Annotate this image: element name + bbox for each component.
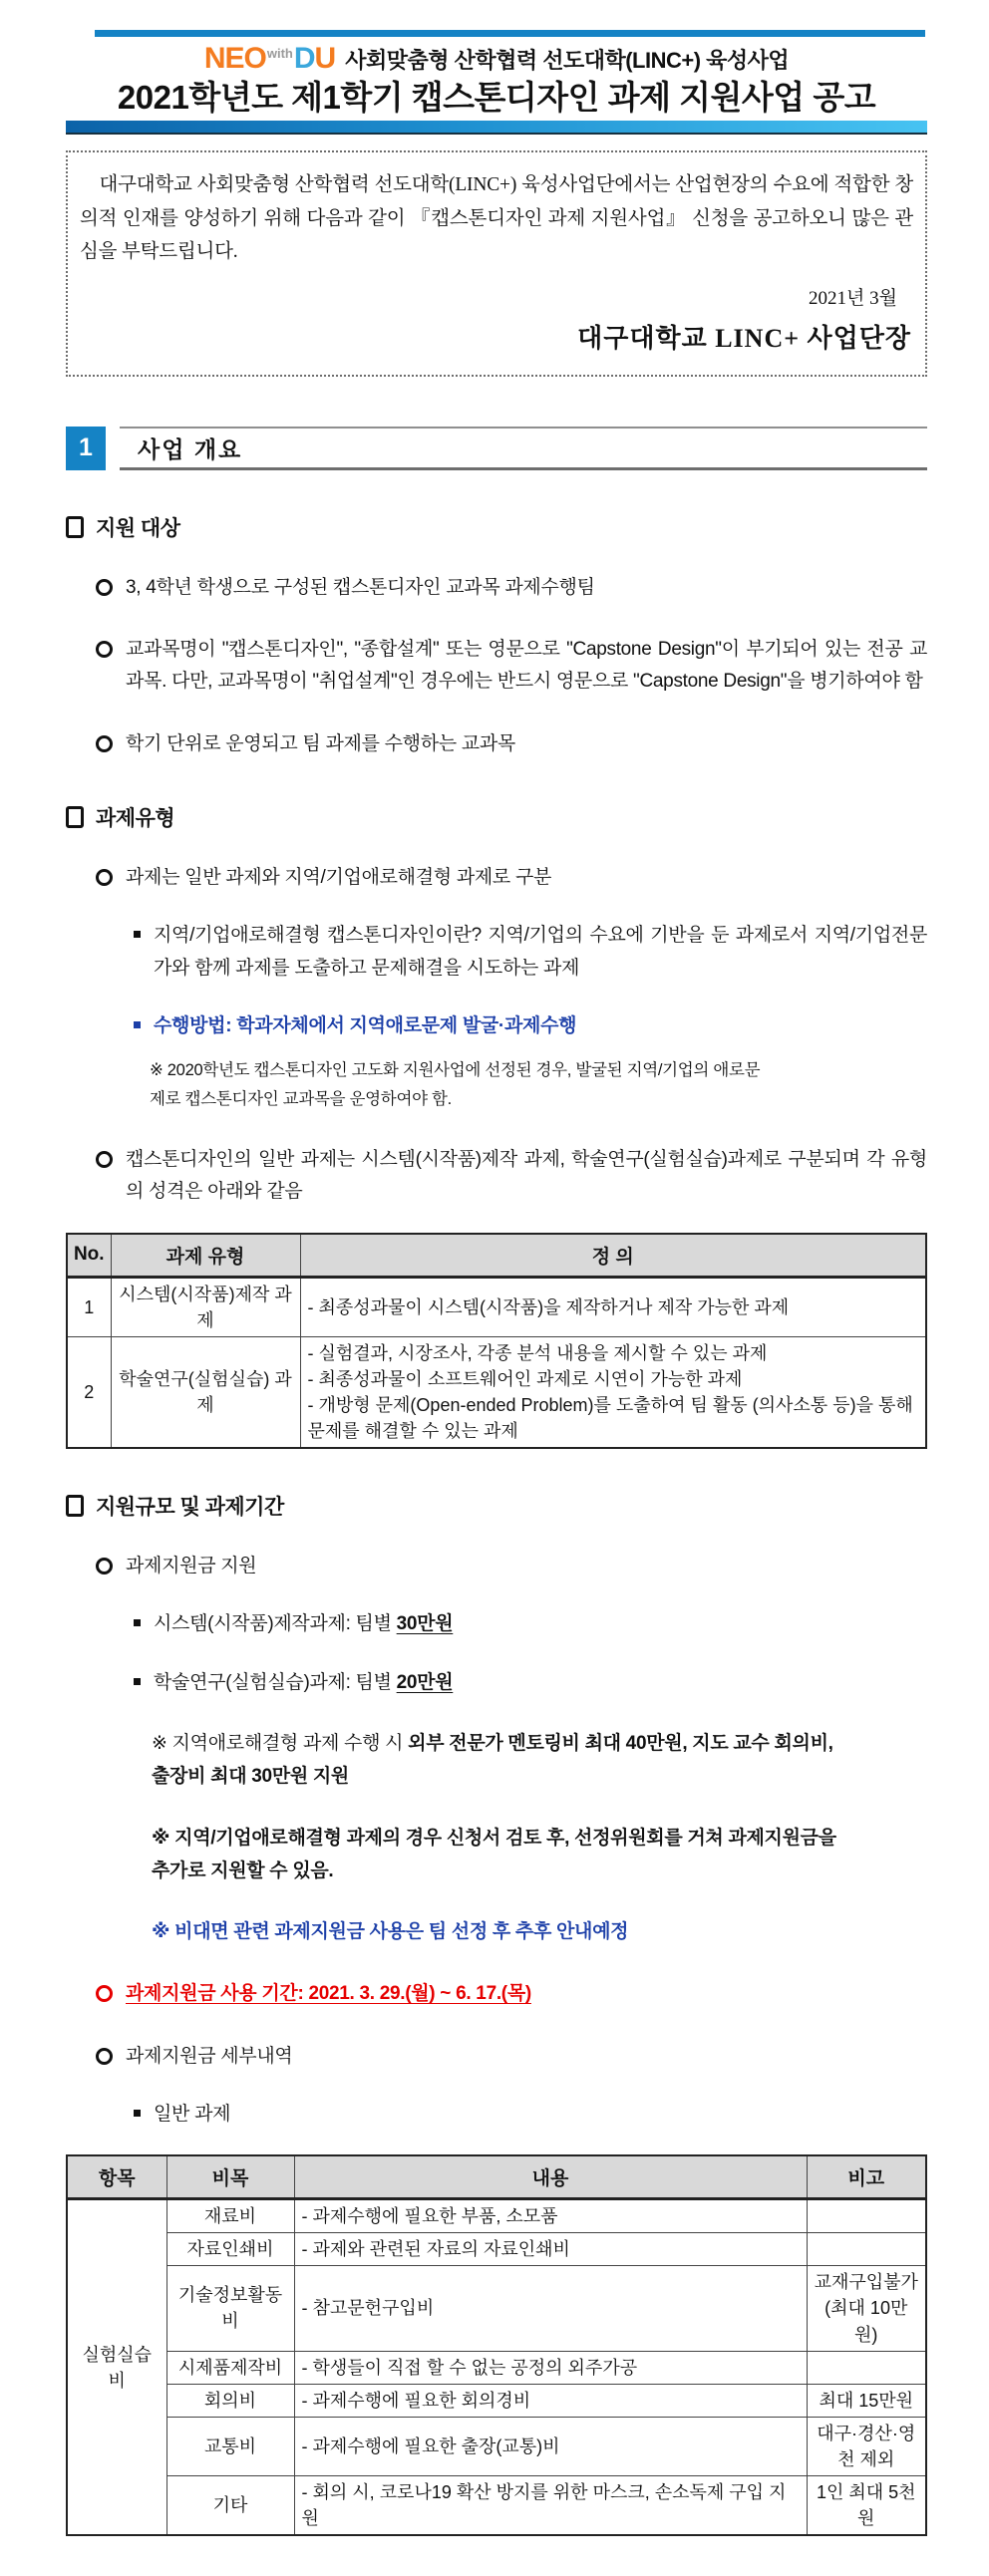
cell-name: 재료비 xyxy=(166,2199,294,2233)
cell-note: 1인 최대 5천원 xyxy=(807,2476,926,2536)
section-title: 사업 개요 xyxy=(138,435,243,462)
list-item-text: 과제는 일반 과제와 지역/기업애로해결형 과제로 구분 xyxy=(126,867,552,889)
budget-table-row xyxy=(67,2199,926,2233)
cell-type: 시스템(시작품)제작 과제 xyxy=(111,1277,300,1336)
definition-line: - 최종성과물이 시스템(시작품)을 제작하거나 제작 가능한 과제 xyxy=(307,1296,790,1317)
section-header xyxy=(66,427,927,470)
program-label: 사회맞춤형 산학협력 선도대학(LINC+) 육성사업 xyxy=(345,47,790,73)
cell-desc: - 과제와 관련된 자료의 자료인쇄비 xyxy=(294,2233,807,2266)
fund-item-amount: 30만원 xyxy=(396,1613,454,1635)
small-square-bullet-icon xyxy=(134,1619,141,1626)
type-table-header-no: No. xyxy=(67,1234,111,1278)
sub-list-item-text: 지역/기업애로해결형 캡스톤디자인이란? 지역/기업의 수요에 기반을 둔 과제로서 지역/기업전문가와 함께 과제를 도출하고 문제해결을 시도하는 과제 xyxy=(154,925,927,979)
definition-line: - 개방형 문제(Open-ended Problem)를 도출하여 팀 활동 (의사소통 등)을 통해 문제를 해결할 수 있는 과제 xyxy=(307,1394,913,1442)
circle-bullet-icon xyxy=(96,869,113,886)
page-title: 2021학년도 제1학기 캡스톤디자인 과제 지원사업 공고 xyxy=(117,79,876,116)
reference-note-untact: ※ 비대면 관련 과제지원금 사용은 팀 선정 후 추후 안내예정 xyxy=(152,1921,629,1943)
section-number-badge: 1 xyxy=(66,427,106,470)
cell-note: 최대 15만원 xyxy=(807,2384,926,2417)
square-bullet-icon xyxy=(66,806,84,828)
budget-header-desc: 내용 xyxy=(294,2155,807,2199)
list-item-text: 3, 4학년 학생으로 구성된 캡스톤디자인 교과목 과제수행팀 xyxy=(126,576,595,598)
sub-list-item xyxy=(134,920,927,985)
cell-desc: - 학생들이 직접 할 수 없는 공정의 외주가공 xyxy=(294,2351,807,2384)
reference-note-extra-fund: ※ 지역/기업애로해결형 과제의 경우 신청서 검토 후, 선정위원회를 거쳐 과제지원금을 추가로 지원할 수 있음. xyxy=(152,1827,836,1881)
notice-date: 2021년 3월 xyxy=(809,287,897,309)
list-item-text: 학기 단위로 운영되고 팀 과제를 수행하는 교과목 xyxy=(126,732,515,754)
budget-header-category: 항목 xyxy=(67,2155,166,2199)
note-prefix: ※ 지역애로해결형 과제 수행 시 xyxy=(152,1733,409,1755)
fund-period-text: 과제지원금 사용 기간: 2021. 3. 29.(월) ~ 6. 17.(목) xyxy=(126,1983,531,2005)
cell-type: 학술연구(실험실습) 과제 xyxy=(111,1336,300,1448)
fund-item-text xyxy=(154,1608,927,1640)
heading-support-scale xyxy=(66,1491,927,1521)
cell-note xyxy=(807,2351,926,2384)
reference-note: ※ 2020학년도 캡스톤디자인 고도화 지원사업에 선정된 경우, 발굴된 지역/기업의 애로문제로 캡스톤디자인 교과목을 운영하여야 함. xyxy=(150,1061,761,1109)
cell-name: 자료인쇄비 xyxy=(166,2233,294,2266)
sub-list-item-text: 수행방법: 학과자체에서 지역애로문제 발굴·과제수행 xyxy=(154,1014,577,1036)
budget-header-name: 비목 xyxy=(166,2155,294,2199)
budget-table xyxy=(66,2154,927,2536)
fund-period-item xyxy=(96,1978,927,2010)
type-table xyxy=(66,1233,927,1450)
small-square-bullet-icon xyxy=(134,2110,141,2117)
budget-table-header-row xyxy=(67,2155,926,2199)
budget-table-row xyxy=(67,2351,926,2384)
budget-header-note: 비고 xyxy=(807,2155,926,2199)
heading-label: 지원규모 및 과제기간 xyxy=(96,1496,284,1520)
circle-bullet-icon xyxy=(96,579,113,596)
announcement-document xyxy=(0,30,989,2576)
heading-label: 과제유형 xyxy=(96,807,175,831)
list-item-text: 과제지원금 지원 xyxy=(126,1556,257,1577)
type-table-row xyxy=(67,1277,926,1336)
cell-desc: - 과제수행에 필요한 출장(교통)비 xyxy=(294,2417,807,2475)
cell-note: 대구·경산·영천 제외 xyxy=(807,2417,926,2475)
notice-body: 대구대학교 사회맞춤형 산학협력 선도대학(LINC+) 육성사업단에서는 산업현장의 수요에 적합한 창의적 인재를 양성하기 위해 다음과 같이 『캡스톤디자인 과제 지원사업』 신청을 공고하오니 많은 관심을 부탁드립니다. xyxy=(80,174,913,263)
fund-item xyxy=(134,1667,927,1699)
heading-label: 지원 대상 xyxy=(96,516,180,540)
circle-bullet-icon xyxy=(96,1558,113,1574)
fund-item xyxy=(134,1608,927,1640)
sub-list-item-method xyxy=(134,1010,927,1042)
cell-desc: - 참고문헌구입비 xyxy=(294,2266,807,2351)
title-underline-bar xyxy=(66,121,927,135)
cell-no: 1 xyxy=(67,1277,111,1336)
cell-note: 교재구입불가 (최대 10만원) xyxy=(807,2266,926,2351)
budget-table-row xyxy=(67,2233,926,2266)
list-item-text: 과제지원금 세부내역 xyxy=(126,2045,293,2067)
list-item xyxy=(96,1144,927,1209)
sub-list-item-text: 일반 과제 xyxy=(154,2103,231,2125)
type-table-header-type: 과제 유형 xyxy=(111,1234,300,1278)
circle-bullet-icon xyxy=(96,2048,113,2065)
list-item xyxy=(96,572,927,604)
budget-table-row xyxy=(67,2417,926,2475)
cell-definitions xyxy=(300,1277,926,1336)
type-table-row xyxy=(67,1336,926,1448)
notice-box xyxy=(66,150,927,377)
top-rule xyxy=(95,30,925,37)
cell-name: 시제품제작비 xyxy=(166,2351,294,2384)
list-item-text: 교과목명이 "캡스톤디자인", "종합설계" 또는 영문으로 "Capstone Design"이 부기되어 있는 전공 교과목. 다만, 교과목명이 "취업설계"인 경우에는 반드시 영문으로 "Capstone Design"을 병기하여야 함 xyxy=(126,639,927,693)
list-item xyxy=(96,2041,927,2073)
document-header xyxy=(66,44,927,74)
circle-bullet-icon xyxy=(96,1151,113,1168)
definition-line: - 최종성과물이 소프트웨어인 과제로 시연이 가능한 과제 xyxy=(307,1368,743,1389)
heading-support-target xyxy=(66,512,927,542)
logo-neo-text: NEO xyxy=(203,42,266,75)
cell-desc: - 회의 시, 코로나19 확산 방지를 위한 마스크, 손소독제 구입 지원 xyxy=(294,2476,807,2536)
section-title-rule xyxy=(120,427,927,470)
small-square-bullet-icon xyxy=(134,1678,141,1685)
list-item xyxy=(96,862,927,894)
cell-desc: - 과제수행에 필요한 회의경비 xyxy=(294,2384,807,2417)
note-strong: 외부 전문가 멘토링비 최대 40만원, 지도 교수 회의비, 출장비 최대 30만원 지원 xyxy=(152,1733,833,1788)
square-bullet-icon xyxy=(66,516,84,538)
fund-item-prefix: 시스템(시작품)제작과제: 팀별 xyxy=(154,1613,397,1635)
type-table-header-row xyxy=(67,1234,926,1278)
fund-item-prefix: 학술연구(실험실습)과제: 팀별 xyxy=(154,1671,397,1693)
cell-name: 교통비 xyxy=(166,2417,294,2475)
cell-desc: - 과제수행에 필요한 부품, 소모품 xyxy=(294,2199,807,2233)
cell-name: 회의비 xyxy=(166,2384,294,2417)
small-square-bullet-icon xyxy=(134,1021,141,1028)
list-item-text: 캡스톤디자인의 일반 과제는 시스템(시작품)제작 과제, 학술연구(실험실습)과제로 구분되며 각 유형의 성격은 아래와 같음 xyxy=(126,1148,927,1203)
neo-with-du-logo xyxy=(204,44,335,74)
fund-item-amount: 20만원 xyxy=(396,1671,454,1693)
cell-note xyxy=(807,2233,926,2266)
sub-list-item-general xyxy=(134,2099,927,2131)
budget-table-row xyxy=(67,2384,926,2417)
notice-signer: 대구대학교 LINC+ 사업단장 xyxy=(577,323,911,353)
definition-line: - 실험결과, 시장조사, 각종 분석 내용을 제시할 수 있는 과제 xyxy=(307,1342,768,1363)
list-item xyxy=(96,634,927,699)
circle-bullet-icon xyxy=(96,1985,113,2002)
cell-definitions xyxy=(300,1336,926,1448)
budget-table-row xyxy=(67,2476,926,2536)
logo-with-text: with xyxy=(266,46,293,61)
small-square-bullet-icon xyxy=(134,931,141,938)
logo-d-text: D xyxy=(293,42,315,75)
list-item xyxy=(96,1551,927,1582)
circle-bullet-icon xyxy=(96,735,113,752)
square-bullet-icon xyxy=(66,1495,84,1517)
cell-name: 기술정보활동비 xyxy=(166,2266,294,2351)
heading-task-type xyxy=(66,802,927,832)
type-table-header-def: 정 의 xyxy=(300,1234,926,1278)
cell-no: 2 xyxy=(67,1336,111,1448)
reference-note-mentoring xyxy=(152,1727,849,1794)
cell-note xyxy=(807,2199,926,2233)
budget-table-row xyxy=(67,2266,926,2351)
logo-u-text: U xyxy=(314,42,336,75)
fund-item-text xyxy=(154,1667,927,1699)
list-item xyxy=(96,728,927,760)
cell-name: 기타 xyxy=(166,2476,294,2536)
cell-category: 실험실습비 xyxy=(67,2199,166,2536)
circle-bullet-icon xyxy=(96,641,113,658)
